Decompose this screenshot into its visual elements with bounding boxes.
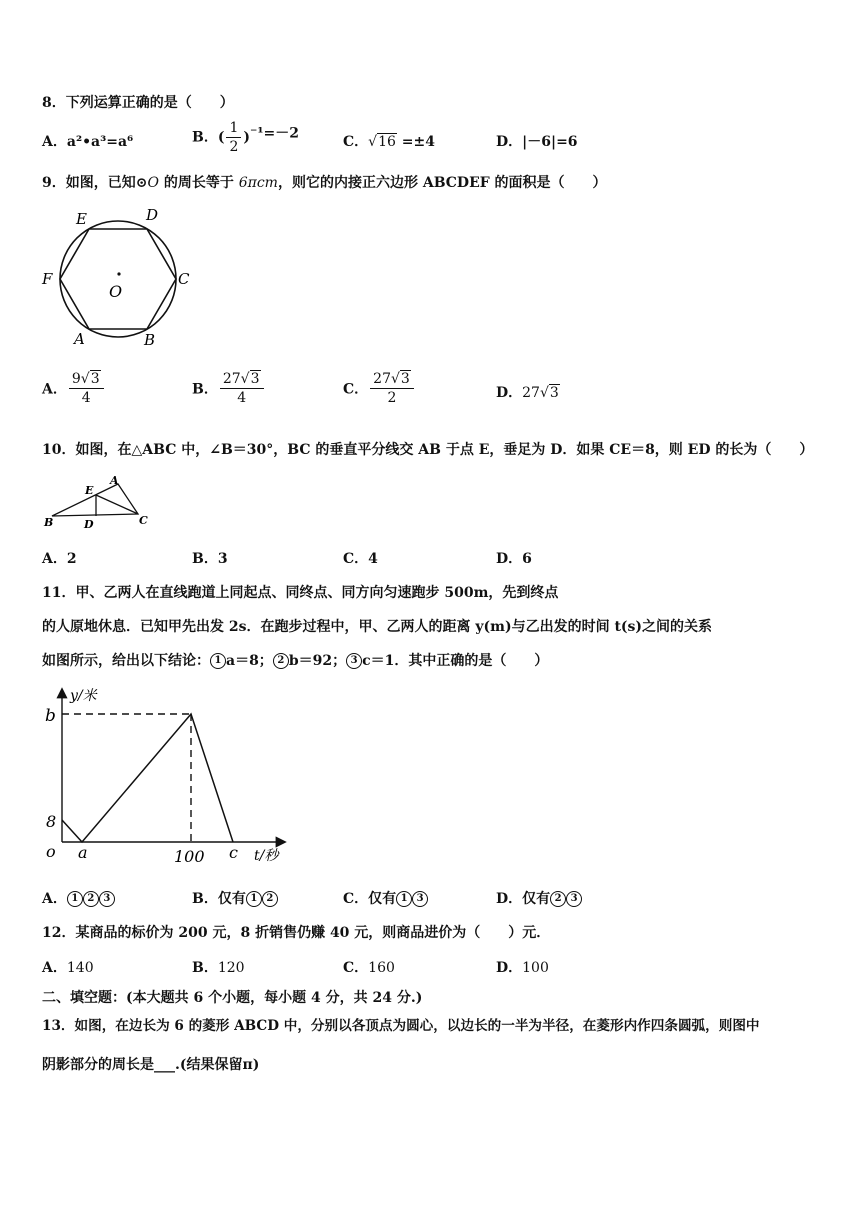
q9-option-a-coef: 9 (71, 371, 81, 387)
q9-option-d-coef: 27 (522, 385, 540, 401)
q11-circled-1: 1 (210, 653, 226, 669)
q9-center-dot (117, 272, 120, 275)
q11-distance-time-graph (40, 676, 300, 872)
q11-xlabel: t/秒 (254, 848, 279, 864)
q8-option-c-label: C． (343, 134, 369, 150)
q10-option-d-label: D． (496, 551, 523, 567)
q9-label-d: D (146, 206, 159, 224)
q9-label-e: E (76, 210, 87, 228)
q10-label-a: A (110, 474, 119, 487)
q11-ylabel: y/米 (70, 688, 97, 704)
section-2-heading: 二、填空题：(本大题共 6 个小题，每小题 4 分，共 24 分.) (42, 990, 423, 1006)
q11-option-a (42, 888, 115, 908)
q11-graph-line (62, 714, 233, 842)
q10-option-d (496, 548, 532, 568)
q8-option-b-open: ( (217, 129, 225, 146)
q10-triangle-figure (40, 470, 160, 532)
q11-label-8: 8 (46, 812, 57, 831)
q12-option-b-label: B． (192, 960, 218, 976)
q9-option-b-label: B． (192, 381, 218, 398)
q9-option-a-rad: 3 (90, 371, 100, 387)
q11-option-d (496, 888, 582, 908)
q8-stem: 8．下列运算正确的是（ ） (42, 95, 234, 111)
q9-label-c: C (178, 270, 190, 288)
q11-option-d-c1: 2 (550, 891, 566, 907)
q11-label-b: b (45, 706, 56, 726)
q9-stem-post: ，则它的内接正六边形 ABCDEF 的面积是（ ） (277, 175, 607, 191)
q11-label-100: 100 (174, 847, 205, 866)
q11-option-a-c3: 3 (99, 891, 115, 907)
q9-option-d-rad: 3 (549, 385, 559, 401)
q9-option-b-fraction (220, 370, 264, 407)
q9-option-a-fraction (69, 370, 104, 407)
q9-option-c-num (370, 370, 414, 389)
q8-option-a-text: a²•a³=a⁶ (66, 134, 134, 150)
q9-option-d-label: D． (496, 385, 523, 401)
q9-hexagon-figure (38, 204, 198, 350)
q9-option-c (343, 370, 416, 407)
q9-option-a-den: 4 (81, 390, 91, 406)
q11-option-b-pre: 仅有 (217, 891, 246, 907)
q9-option-a (42, 370, 106, 407)
q11-label-c: c (229, 843, 238, 862)
q12-option-a-label: A． (42, 960, 67, 976)
q9-option-c-coef: 27 (373, 371, 391, 387)
q13-line2: 阴影部分的周长是___.(结果保留π) (42, 1057, 260, 1073)
q11-option-b-c1: 1 (246, 891, 262, 907)
q11-option-a-c2: 2 (83, 891, 99, 907)
q8-option-d-label: D． (496, 134, 523, 150)
q8-option-d-text: |－6|=6 (522, 134, 578, 150)
q11-option-b-c2: 2 (262, 891, 278, 907)
q8-option-b (192, 119, 299, 156)
q11-option-c (343, 888, 428, 908)
q8-option-b-rest: ⁻¹=－2 (250, 125, 300, 142)
q10-option-d-text: 6 (522, 551, 532, 567)
q12-option-c-label: C． (343, 960, 369, 976)
q9-option-b-sqrt: √3 (240, 371, 260, 387)
q10-option-c-label: C． (343, 551, 369, 567)
q11-option-a-label: A． (42, 891, 67, 907)
q12-stem: 12．某商品的标价为 200 元，8 折销售仍赚 40 元，则商品进价为（ ）元． (42, 925, 551, 941)
q10-label-c: C (139, 514, 148, 527)
q11-option-c-c2: 3 (412, 891, 428, 907)
q9-option-b (192, 370, 266, 407)
q11-line3-t2: b＝92； (288, 653, 347, 669)
q11-option-d-pre: 仅有 (522, 891, 551, 907)
q10-option-b-label: B． (192, 551, 218, 567)
q11-circled-3: 3 (346, 653, 362, 669)
q9-option-a-sqrt: √3 (80, 371, 100, 387)
q9-option-c-sqrt: √3 (390, 371, 410, 387)
q9-option-c-label: C． (343, 381, 369, 398)
q10-option-a (42, 548, 77, 568)
q12-option-d-label: D． (496, 960, 523, 976)
q9-stem-o: O (147, 175, 159, 191)
q8-option-b-num: 1 (226, 119, 241, 138)
q8-option-b-close: ) (243, 129, 251, 146)
q12-option-a (42, 957, 94, 977)
q10-option-b (192, 548, 228, 568)
q11-option-b (192, 888, 278, 908)
q8-option-b-den: 2 (229, 139, 239, 155)
q9-option-d-sqrt: √3 (539, 385, 559, 401)
q11-line1: 11．甲、乙两人在直线跑道上同起点、同终点、同方向匀速跑步 500m，先到终点 (42, 585, 559, 601)
q9-stem-mid: 的周长等于 (158, 175, 239, 191)
q9-label-o: O (109, 282, 123, 301)
q8-option-a (42, 131, 133, 151)
q11-line3-t3: c＝1．其中正确的是（ ） (362, 653, 549, 669)
q11-label-origin: o (46, 842, 56, 861)
q8-option-b-fraction (226, 119, 241, 156)
q8-option-c-rad: 16 (378, 134, 396, 150)
q11-option-a-c1: 1 (67, 891, 83, 907)
q11-option-c-pre: 仅有 (368, 891, 397, 907)
q12-option-b (192, 957, 245, 977)
q9-stem (42, 172, 607, 192)
q11-option-b-label: B． (192, 891, 218, 907)
q8-option-b-label: B． (192, 129, 218, 146)
q9-option-c-fraction (370, 370, 414, 407)
q11-line3 (42, 650, 548, 670)
q8-option-c (343, 131, 435, 151)
q12-option-c-text: 160 (368, 960, 395, 976)
q10-option-a-text: 2 (66, 551, 77, 567)
q9-label-b: B (144, 331, 156, 349)
q10-triangle (52, 484, 138, 516)
q8-option-c-rest: =±4 (401, 134, 435, 150)
q9-label-a: A (74, 330, 85, 348)
q11-circled-2: 2 (273, 653, 289, 669)
q9-option-b-rad: 3 (250, 371, 260, 387)
q11-option-c-c1: 1 (396, 891, 412, 907)
q9-option-b-den: 4 (237, 390, 247, 406)
q10-option-c-text: 4 (368, 551, 378, 567)
q10-option-b-text: 3 (217, 551, 228, 567)
q9-option-a-label: A． (42, 381, 67, 398)
q9-stem-pre: 9．如图，已知⊙ (42, 175, 148, 191)
q12-option-c (343, 957, 395, 977)
q10-option-a-label: A． (42, 551, 67, 567)
q12-option-d (496, 957, 549, 977)
q9-label-f: F (42, 270, 53, 288)
q8-option-c-sqrt: √16 (368, 134, 396, 150)
q11-option-d-c2: 3 (566, 891, 582, 907)
q11-line3-t1: a＝8； (226, 653, 273, 669)
q9-option-c-rad: 3 (400, 371, 410, 387)
q8-option-a-label: A． (42, 134, 67, 150)
q9-option-b-num (220, 370, 264, 389)
q10-label-b: B (44, 516, 54, 529)
q9-stem-math: 6πcm (238, 175, 278, 191)
q9-option-c-den: 2 (387, 390, 397, 406)
q12-option-d-text: 100 (522, 960, 549, 976)
q9-option-b-coef: 27 (222, 371, 241, 387)
q12-option-a-text: 140 (66, 960, 94, 976)
q11-line2: 的人原地休息．已知甲先出发 2s．在跑步过程中，甲、乙两人的距离 y(m)与乙出发的时间 t(s)之间的关系 (42, 619, 713, 635)
q13-line1: 13．如图，在边长为 6 的菱形 ABCD 中，分别以各顶点为圆心，以边长的一半为半径，在菱形内作四条圆弧，则图中 (42, 1018, 760, 1034)
q9-hexagon (60, 229, 176, 329)
q8-option-d (496, 131, 578, 151)
q11-option-d-label: D． (496, 891, 523, 907)
q9-circle (60, 221, 176, 337)
q10-label-e: E (85, 484, 94, 497)
q11-option-c-label: C． (343, 891, 369, 907)
q12-option-b-text: 120 (217, 960, 245, 976)
q9-option-a-num (69, 370, 104, 389)
q9-option-d (496, 382, 560, 402)
q11-line3-pre: 如图所示，给出以下结论： (42, 653, 210, 669)
q10-label-d: D (84, 518, 94, 531)
q10-stem: 10．如图，在△ABC 中，∠B＝30°，BC 的垂直平分线交 AB 于点 E，垂足为 D．如果 CE＝8，则 ED 的长为（ ） (42, 442, 814, 458)
q11-label-a: a (78, 843, 88, 862)
q10-option-c (343, 548, 378, 568)
